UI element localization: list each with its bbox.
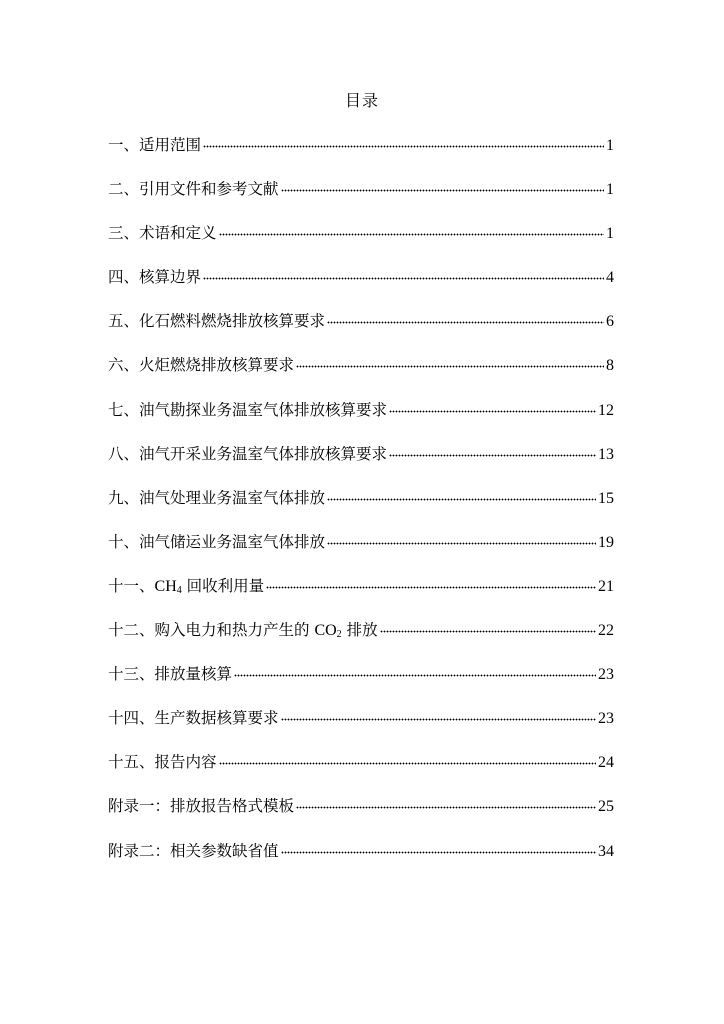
toc-entry-label: 十五、报告内容 bbox=[108, 753, 217, 772]
toc-entry-processing[interactable] bbox=[108, 487, 614, 531]
toc-entry-label: 八、油气开采业务温室气体排放核算要求 bbox=[108, 444, 388, 463]
toc-entry-label bbox=[108, 575, 264, 602]
toc-entry-appendix-1[interactable] bbox=[108, 795, 614, 839]
chemical-formula: CH bbox=[154, 577, 177, 595]
toc-entry-label: 六、火炬燃烧排放核算要求 bbox=[108, 356, 295, 375]
toc-entry-definitions[interactable] bbox=[108, 222, 614, 266]
dot-leader bbox=[380, 630, 596, 634]
dot-leader bbox=[389, 454, 596, 458]
toc-page-number: 34 bbox=[598, 842, 614, 860]
toc-page-number: 1 bbox=[606, 181, 614, 199]
dot-leader bbox=[389, 410, 596, 414]
toc-entry-label: 三、术语和定义 bbox=[108, 224, 217, 243]
toc-page-number: 22 bbox=[598, 622, 614, 640]
toc-page-number: 23 bbox=[598, 666, 614, 684]
toc-entry-label: 五、化石燃料燃烧排放核算要求 bbox=[108, 312, 326, 331]
dot-leader bbox=[296, 806, 596, 810]
toc-page-number: 1 bbox=[606, 225, 614, 243]
toc-entry-storage-transport[interactable] bbox=[108, 531, 614, 575]
dot-leader bbox=[234, 674, 596, 678]
toc-page-number: 12 bbox=[598, 401, 614, 419]
table-of-contents bbox=[108, 134, 614, 884]
toc-title: 目录 bbox=[344, 91, 379, 110]
dot-leader bbox=[281, 718, 596, 722]
dot-leader bbox=[296, 365, 604, 369]
toc-page-number: 15 bbox=[598, 489, 614, 507]
toc-page-number: 21 bbox=[598, 577, 614, 595]
dot-leader bbox=[281, 851, 596, 855]
label-prefix: 十一、 bbox=[108, 576, 155, 595]
toc-entry-appendix-2[interactable] bbox=[108, 840, 614, 884]
toc-entry-production[interactable] bbox=[108, 443, 614, 487]
toc-page-number: 24 bbox=[598, 754, 614, 772]
toc-entry-label: 七、油气勘探业务温室气体排放核算要求 bbox=[108, 400, 388, 419]
toc-page-number: 1 bbox=[606, 137, 614, 154]
toc-entry-label: 二、引用文件和参考文献 bbox=[108, 180, 279, 199]
toc-entry-report-content[interactable] bbox=[108, 751, 614, 795]
dot-leader bbox=[203, 145, 604, 149]
toc-page-number: 23 bbox=[598, 710, 614, 728]
toc-page-number: 6 bbox=[606, 313, 614, 331]
toc-entry-references[interactable] bbox=[108, 178, 614, 222]
dot-leader bbox=[281, 189, 604, 193]
toc-entry-emission-calculation[interactable] bbox=[108, 663, 614, 707]
toc-entry-purchased-power[interactable] bbox=[108, 619, 614, 663]
dot-leader bbox=[327, 498, 596, 502]
toc-page-number: 4 bbox=[606, 269, 614, 287]
toc-entry-label: 附录一：排放报告格式模板 bbox=[108, 797, 295, 816]
toc-entry-label: 九、油气处理业务温室气体排放 bbox=[108, 488, 326, 507]
dot-leader bbox=[327, 321, 604, 325]
dot-leader bbox=[219, 233, 604, 237]
toc-entry-label: 十四、生产数据核算要求 bbox=[108, 709, 279, 728]
toc-entry-label: 十、油气储运业务温室气体排放 bbox=[108, 532, 326, 551]
toc-page-number: 13 bbox=[598, 445, 614, 463]
toc-entry-ch4-recovery[interactable] bbox=[108, 575, 614, 619]
toc-entry-fossil-fuel[interactable] bbox=[108, 310, 614, 354]
toc-entry-exploration[interactable] bbox=[108, 399, 614, 443]
chemical-subscript: 4 bbox=[176, 584, 182, 596]
chemical-subscript: 2 bbox=[336, 629, 342, 641]
toc-entry-label: 附录二：相关参数缺省值 bbox=[108, 841, 279, 860]
toc-page-number: 8 bbox=[606, 357, 614, 375]
toc-entry-label: 十三、排放量核算 bbox=[108, 665, 233, 684]
label-suffix: 排放 bbox=[341, 621, 378, 640]
toc-entry-boundary[interactable] bbox=[108, 266, 614, 310]
dot-leader bbox=[203, 277, 604, 281]
toc-entry-flare[interactable] bbox=[108, 354, 614, 398]
dot-leader bbox=[327, 542, 596, 546]
chemical-formula: CO bbox=[314, 622, 337, 640]
toc-entry-label: 一、适用范围 bbox=[108, 136, 202, 154]
dot-leader bbox=[219, 762, 596, 766]
toc-entry-scope[interactable] bbox=[108, 134, 614, 178]
label-suffix: 回收利用量 bbox=[181, 576, 265, 595]
label-prefix: 十二、购入电力和热力产生的 bbox=[108, 621, 315, 640]
toc-page-number: 25 bbox=[598, 798, 614, 816]
toc-page-number: 19 bbox=[598, 533, 614, 551]
toc-entry-label bbox=[108, 619, 378, 646]
toc-entry-production-data[interactable] bbox=[108, 707, 614, 751]
dot-leader bbox=[266, 586, 596, 590]
toc-entry-label: 四、核算边界 bbox=[108, 268, 202, 287]
